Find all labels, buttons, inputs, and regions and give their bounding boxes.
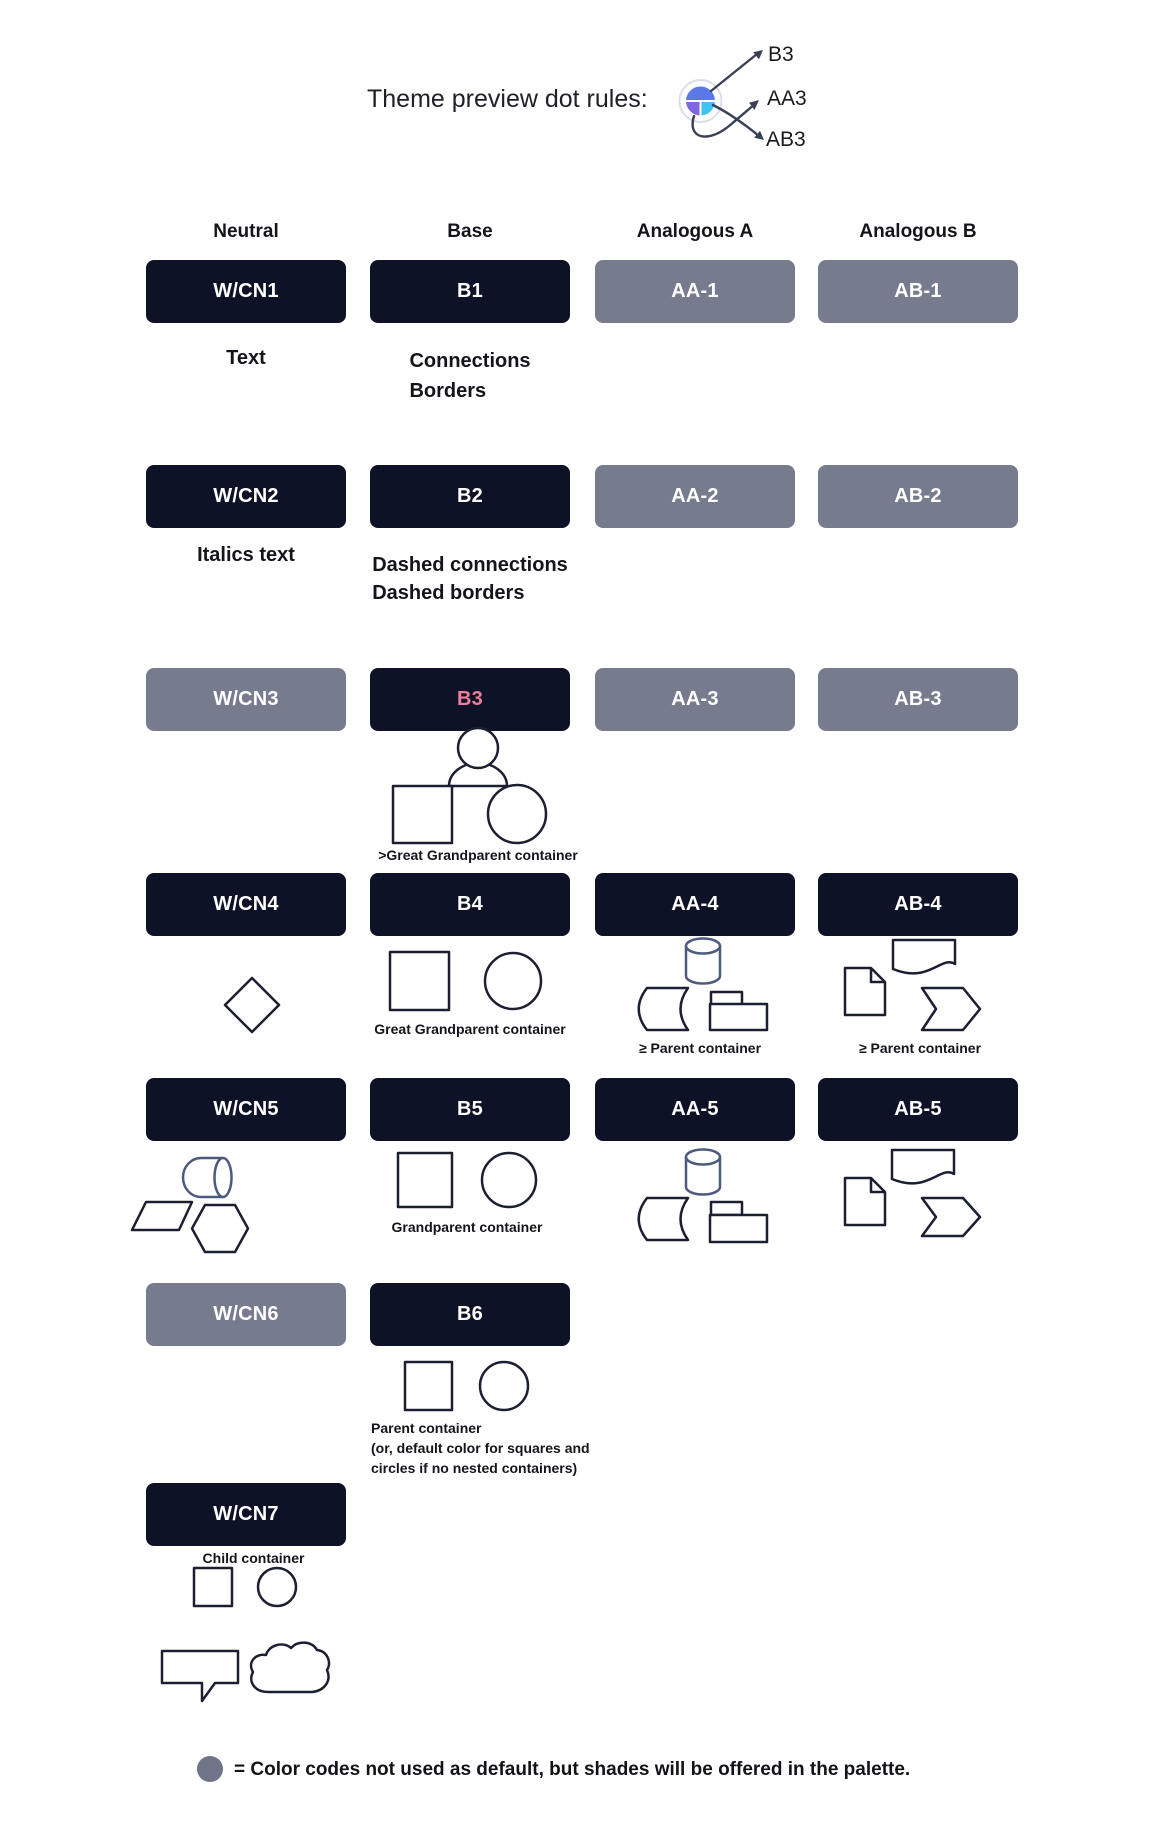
column-header-analogous-b: Analogous B — [859, 221, 977, 242]
swatch-label: W/CN7 — [213, 1503, 279, 1525]
b3-figure-group — [393, 728, 546, 843]
chevron-arrow-shape — [922, 1198, 980, 1236]
diamond-shape — [225, 978, 279, 1032]
tabbed-card-body — [710, 1004, 767, 1030]
tabbed-card-tab — [711, 1202, 742, 1215]
swatch-label: B6 — [457, 1303, 483, 1325]
person-head-icon — [458, 728, 498, 768]
square-shape — [194, 1568, 232, 1606]
stored-data-shape — [639, 988, 688, 1030]
aa4-figure-group — [639, 939, 767, 1031]
b6-figure-group — [405, 1362, 528, 1410]
note-line: Dashed connections — [372, 554, 568, 576]
note-ggp-b4: Great Grandparent container — [374, 1021, 566, 1037]
swatch-label: B1 — [457, 280, 483, 302]
note-line: Parent container — [371, 1420, 482, 1436]
note-italics-text: Italics text — [197, 544, 295, 566]
cylinder-top — [686, 1150, 720, 1165]
swatch-label: W/CN2 — [213, 485, 279, 507]
tabbed-card-body — [710, 1215, 767, 1242]
swatch-label: AB-5 — [894, 1098, 942, 1120]
aa5-figure-group — [639, 1150, 767, 1243]
swatch-label: W/CN1 — [213, 280, 279, 302]
note-ggp-b3: >Great Grandparent container — [378, 847, 578, 863]
square-shape — [405, 1362, 452, 1410]
page-title: Theme preview dot rules: — [367, 85, 648, 113]
column-header-base: Base — [447, 221, 493, 242]
hexagon-shape — [192, 1205, 248, 1252]
column-header-analogous-a: Analogous A — [636, 221, 754, 242]
square-shape — [398, 1153, 452, 1207]
swatch-label: AA-1 — [671, 280, 719, 302]
dot-rule-target-aa3: AA3 — [767, 87, 807, 110]
note-line: circles if no nested containers) — [371, 1460, 578, 1476]
cloud-shape — [251, 1643, 329, 1692]
swatch-label: W/CN5 — [213, 1098, 279, 1120]
b4-figure-group — [390, 952, 541, 1010]
note-folded-corner-shape — [845, 1178, 885, 1225]
wcn4-figure-group — [225, 978, 279, 1032]
note-folded-corner-shape — [845, 968, 885, 1015]
swatch-label: AA-5 — [671, 1098, 719, 1120]
stored-data-shape — [639, 1198, 688, 1240]
wcn7-figure-group — [162, 1568, 329, 1701]
note-text: Text — [226, 347, 266, 369]
swatch-label: AA-4 — [671, 893, 719, 915]
swatch-label: W/CN4 — [213, 893, 279, 915]
note-gte-parent-ab4: ≥ Parent container — [858, 1040, 982, 1056]
note-line: Connections — [409, 350, 531, 372]
circle-shape — [488, 785, 546, 843]
ab4-figure-group — [845, 940, 980, 1030]
parallelogram-shape — [132, 1202, 192, 1230]
column-header-neutral: Neutral — [213, 221, 279, 242]
wavy-document-shape — [892, 1150, 954, 1183]
swatch-label: W/CN3 — [213, 688, 279, 710]
b5-figure-group — [398, 1153, 536, 1207]
swatch-label: B3 — [457, 688, 483, 710]
square-shape — [390, 952, 449, 1010]
swatch-label: AA-2 — [671, 485, 719, 507]
swatch-label: AA-3 — [671, 688, 719, 710]
note-line: (or, default color for squares and — [371, 1440, 590, 1456]
note-child-container: Child container — [202, 1550, 305, 1566]
dot-segment-bottom-right — [701, 101, 717, 117]
dot-segment-bottom-left — [685, 101, 701, 117]
circle-shape — [485, 953, 541, 1009]
swatch-label: B4 — [457, 893, 483, 915]
speech-bubble-shape — [162, 1651, 238, 1701]
legend-text: = Color codes not used as default, but shades will be offered in the palette. — [234, 1759, 911, 1780]
arrow-to-b3 — [711, 54, 757, 91]
note-gte-parent-aa4: ≥ Parent container — [638, 1040, 762, 1056]
circle-shape — [482, 1153, 536, 1207]
swatch-label: AB-1 — [894, 280, 942, 302]
swatch-label: B2 — [457, 485, 483, 507]
swatch-label: W/CN6 — [213, 1303, 279, 1325]
note-gp-b5: Grandparent container — [391, 1219, 543, 1235]
swatch-label: AB-2 — [894, 485, 942, 507]
dot-segment-top — [685, 86, 716, 102]
wavy-document-shape — [893, 940, 955, 973]
dot-rule-target-b3: B3 — [768, 43, 794, 66]
ab5-figure-group — [845, 1150, 980, 1236]
chevron-arrow-shape — [922, 988, 980, 1030]
cylinder-top — [686, 939, 720, 954]
swatch-label: AB-4 — [894, 893, 942, 915]
note-line: Dashed borders — [372, 582, 525, 604]
horizontal-cylinder-rim — [215, 1158, 232, 1197]
circle-shape — [258, 1568, 296, 1606]
square-shape — [393, 786, 452, 843]
swatch-label: B5 — [457, 1098, 483, 1120]
circle-shape — [480, 1362, 528, 1410]
note-line: Borders — [409, 380, 487, 402]
wcn5-figure-group — [132, 1158, 248, 1252]
swatch-label: AB-3 — [894, 688, 942, 710]
dot-rule-target-ab3: AB3 — [766, 128, 806, 151]
